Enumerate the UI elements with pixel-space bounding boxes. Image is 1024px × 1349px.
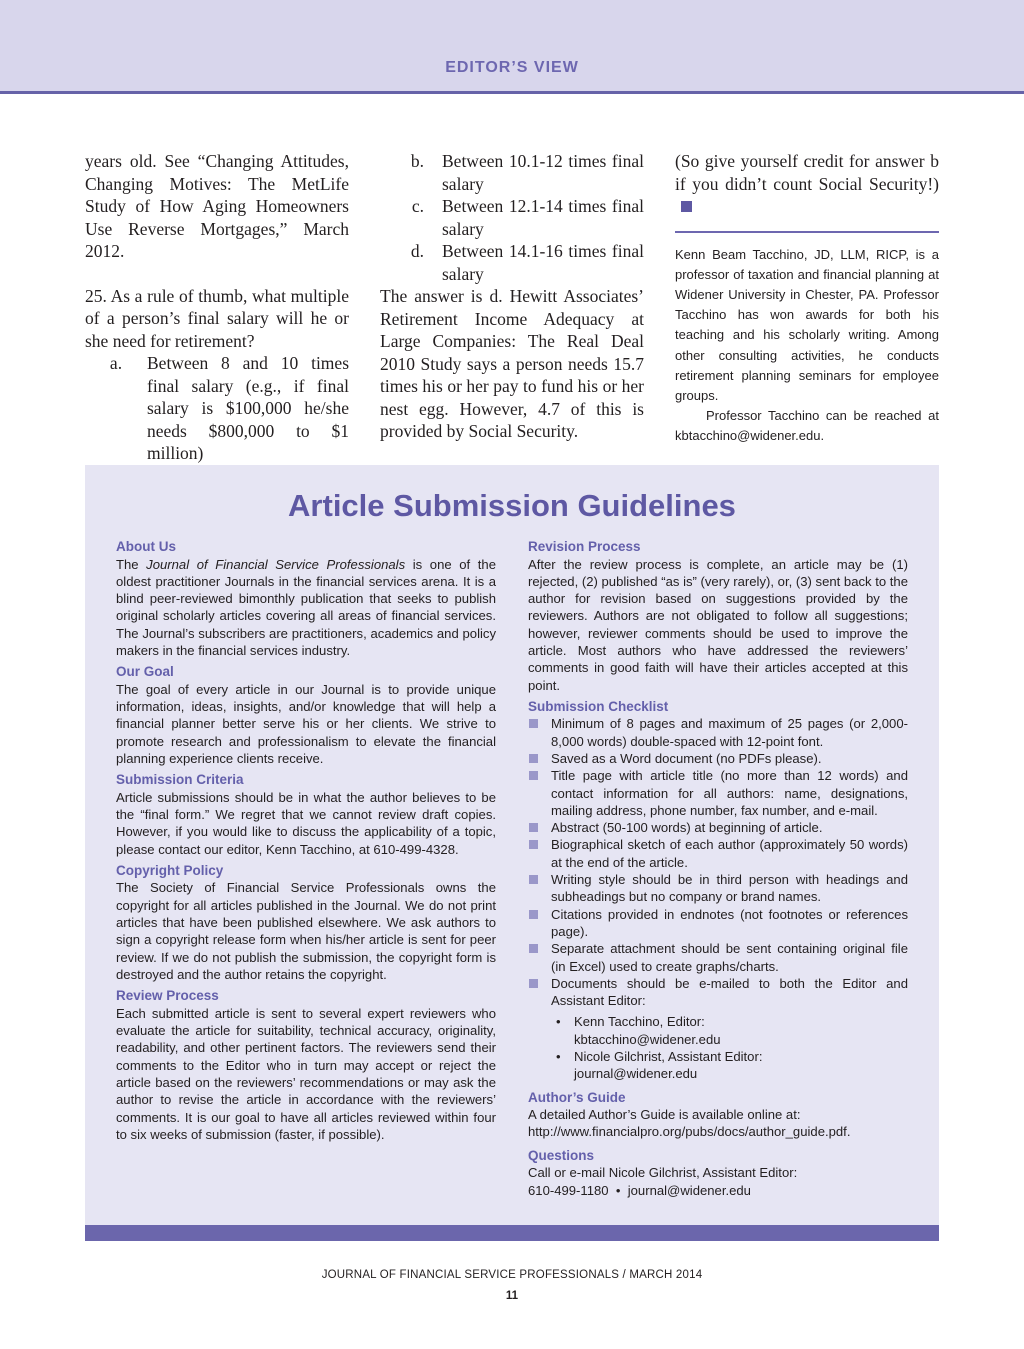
authors-guide-url: http://www.financialpro.org/pubs/docs/author_guide.pdf. bbox=[528, 1124, 851, 1140]
about-text-rest: is one of the oldest practitioner Journals in the financial services arena. It is a blind peer-reviewed bimonthly publication that seeks to publish original scholarly articles covering all areas of financial services. The Journal’s subscribers are practitioners, academics and policy makers in the financial services industry. bbox=[116, 556, 496, 658]
contact-email: kbtacchino@widener.edu bbox=[574, 1031, 721, 1047]
checklist-item: Documents should be e-mailed to both the Editor and Assistant Editor: bbox=[528, 975, 908, 1010]
review-section bbox=[116, 987, 496, 1143]
checklist-item: Writing style should be in third person with headings and subheadings but no company or brand names. bbox=[528, 871, 908, 906]
section-text: The goal of every article in our Journal is to provide unique information, ideas, insights, and/or knowledge that will help a financial planner better serve his or her clients. We strive to promote research and professionalism to elevate the financial planning experience clients receive. bbox=[116, 681, 496, 766]
section-heading: Review Process bbox=[116, 988, 219, 1004]
contact-email: journal@widener.edu bbox=[574, 1066, 698, 1082]
section-heading: Questions bbox=[528, 1147, 595, 1163]
guidelines-box-bar bbox=[85, 1225, 939, 1241]
questions-section bbox=[528, 1147, 908, 1199]
about-section bbox=[116, 538, 496, 659]
checklist-item: Citations provided in endnotes (not footnotes or references page). bbox=[528, 906, 908, 941]
guidelines-right-column bbox=[528, 538, 908, 1203]
option-letter: b. bbox=[410, 151, 424, 171]
quiz-answer: The answer is d. Hewitt Associates’ Retirement Income Adequacy at Large Companies: The Real Deal 2010 Study says a person needs 15.7 times his or her pay to fund his or her nest egg. However, 4.7 of this is provided by Social Security. bbox=[380, 286, 644, 441]
checklist bbox=[528, 715, 908, 1009]
article-citation: years old. See “Changing Attitudes, Changing Motives: The MetLife Study of How Aging Homeowners Use Reverse Mortgages,” March 2012. bbox=[85, 151, 349, 261]
page-number: 11 bbox=[505, 1290, 519, 1302]
contact-assistant-editor bbox=[551, 1048, 908, 1083]
section-text: A detailed Author’s Guide is available online at: bbox=[528, 1107, 801, 1123]
criteria-section bbox=[116, 771, 496, 858]
section-text: Each submitted article is sent to several expert reviewers who evaluate the article for suitability, technical accuracy, originality, readability, and other pertinent factors. The reviewers send their comments to the Editor who in turn may accept or reject the article based on the reviewers’ recommendations or may ask the author to revise the article in accordance with the reviewers’ comments. It is our goal to have all articles reviewed within four to six weeks of submission (faster, if possible). bbox=[116, 1005, 496, 1142]
section-text: Article submissions should be in what the author believes to be the “final form.” We regret that we cannot review draft copies. However, if you would like to discuss the applicability of a topic, please contact our editor, Kenn Tacchino, at 610-499-4328. bbox=[116, 789, 496, 857]
section-heading: Copyright Policy bbox=[116, 862, 224, 878]
credit-note-text: (So give yourself credit for answer b if you didn’t count Social Security!) bbox=[675, 151, 939, 194]
quiz-question: 25. As a rule of thumb, what multiple of a person’s final salary will he or she need for retirement? bbox=[85, 285, 349, 351]
article-column-3 bbox=[675, 150, 939, 447]
guidelines-left-column bbox=[116, 538, 496, 1147]
option-text: Between 12.1-14 times final salary bbox=[442, 196, 644, 239]
section-heading: Author’s Guide bbox=[528, 1089, 626, 1105]
contact-role: • Kenn Tacchino, Editor: bbox=[574, 1014, 705, 1030]
authors-guide-section bbox=[528, 1089, 908, 1141]
goal-section bbox=[116, 663, 496, 767]
questions-phone: 610-499-1180 bbox=[528, 1182, 609, 1198]
section-text: After the review process is complete, an article may be (1) rejected, (2) published “as is” (very rarely), or, (3) sent back to the author for revision based on suggestions provided by the reviewers. Authors are not obligated to follow all suggestions; however, reviewer comments should be used to improve the article. Most authors who have addressed the reviewers’ comments in good faith will have their articles accepted at this point. bbox=[528, 556, 908, 693]
quiz-option-a bbox=[85, 352, 349, 465]
header-band bbox=[0, 0, 1024, 94]
option-letter: c. bbox=[411, 196, 424, 216]
questions-contact-line bbox=[528, 1182, 908, 1199]
article-column-2 bbox=[380, 150, 644, 443]
section-heading: Submission Criteria bbox=[116, 772, 244, 788]
checklist-section bbox=[528, 698, 908, 1083]
journal-name: Journal of Financial Service Professionals bbox=[146, 556, 406, 572]
end-mark-icon bbox=[681, 201, 692, 212]
bio-divider bbox=[675, 231, 939, 233]
option-text: Between 14.1-16 times final salary bbox=[442, 241, 644, 284]
section-title: EDITOR’S VIEW bbox=[445, 59, 579, 76]
quiz-option-b bbox=[380, 150, 644, 195]
section-text: The Society of Financial Service Professionals owns the copyright for all articles published in the Journal. We do not print articles that have been published elsewhere. We ask authors to sign a copyright release form when his/her article is sent for peer review. If we do not publish the submission, the copyright form is destroyed and the author retains the copyright. bbox=[116, 880, 496, 982]
option-text: Between 10.1-12 times final salary bbox=[442, 151, 644, 194]
checklist-item: Abstract (50-100 words) at beginning of article. bbox=[528, 819, 908, 836]
section-text bbox=[116, 556, 496, 660]
checklist-item: Saved as a Word document (no PDFs please). bbox=[528, 750, 908, 767]
contact-editor bbox=[551, 1013, 908, 1048]
option-letter: d. bbox=[410, 241, 424, 261]
section-heading: Submission Checklist bbox=[528, 698, 669, 714]
option-letter: a. bbox=[109, 353, 123, 373]
about-text-start: The bbox=[116, 556, 147, 572]
revision-section bbox=[528, 538, 908, 694]
quiz-option-d bbox=[380, 240, 644, 285]
quiz-option-c bbox=[380, 195, 644, 240]
credit-note bbox=[675, 150, 939, 218]
checklist-item: Biographical sketch of each author (approximately 50 words) at the end of the article. bbox=[528, 836, 908, 871]
guidelines-title: Article Submission Guidelines bbox=[288, 488, 736, 523]
checklist-item: Minimum of 8 pages and maximum of 25 pages (or 2,000-8,000 words) double-spaced with 12-point font. bbox=[528, 715, 908, 750]
section-heading: About Us bbox=[116, 539, 176, 554]
article-column-1 bbox=[85, 150, 349, 465]
section-heading: Our Goal bbox=[116, 664, 174, 680]
option-text: Between 8 and 10 times final salary (e.g., if final salary is $100,000 he/she needs $800,000 to $1 million) bbox=[147, 353, 349, 463]
contact-role: • Nicole Gilchrist, Assistant Editor: bbox=[574, 1049, 763, 1065]
journal-footer: JOURNAL OF FINANCIAL SERVICE PROFESSIONALS / MARCH 2014 bbox=[321, 1269, 703, 1281]
checklist-item: Separate attachment should be sent containing original file (in Excel) used to create graphs/charts. bbox=[528, 940, 908, 975]
copyright-section bbox=[116, 862, 496, 983]
section-text: Call or e-mail Nicole Gilchrist, Assistant Editor: bbox=[528, 1165, 798, 1181]
bio-contact: Professor Tacchino can be reached at kbtacchino@widener.edu. bbox=[675, 408, 939, 444]
section-heading: Revision Process bbox=[528, 539, 641, 554]
checklist-item: Title page with article title (no more than 12 words) and contact information for all authors: name, designations, mailing address, phone number, fax number, and e-mail. bbox=[528, 767, 908, 819]
author-bio bbox=[675, 245, 939, 447]
bio-paragraph: Kenn Beam Tacchino, JD, LLM, RICP, is a professor of taxation and financial planning at Widener University in Chester, PA. Professor Tacchino has won awards for both his teaching and his scholarly writing. Among other consulting activities, he conducts retirement planning seminars for employee groups. bbox=[675, 246, 939, 403]
separator-bullet: • bbox=[615, 1182, 621, 1198]
questions-email: journal@widener.edu bbox=[627, 1182, 751, 1198]
editor-contacts bbox=[528, 1013, 908, 1082]
